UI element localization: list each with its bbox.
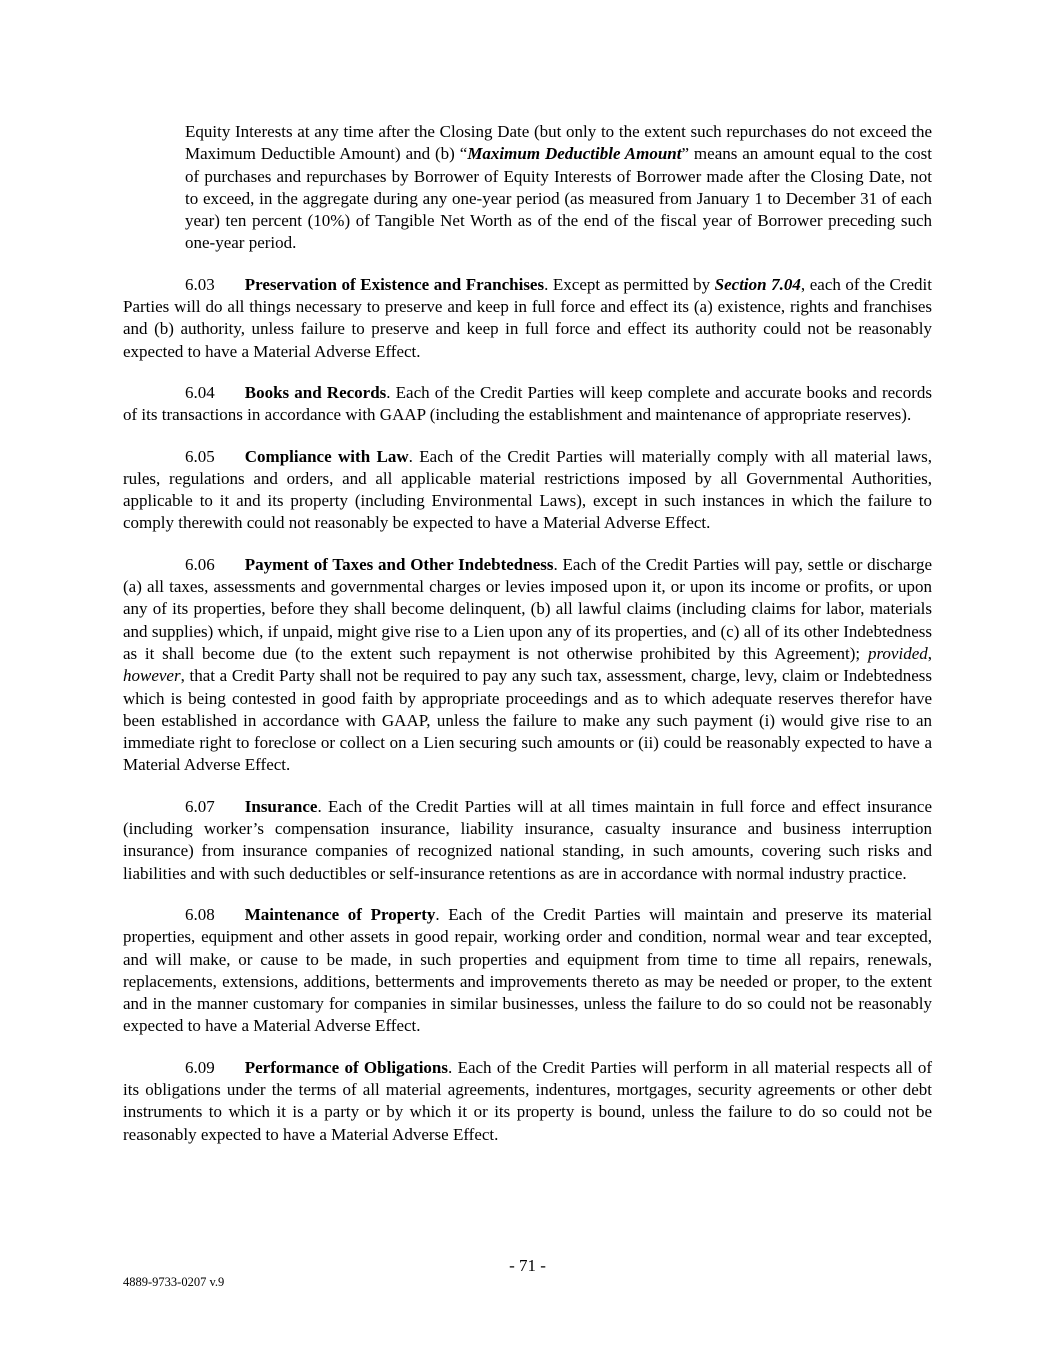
text-run: ” means an amount equal to the cost of purchases and repurchases by Borrower of Equity Interests of Borrower made after the Closing Date, not to exceed, in the aggregate during any one-year period (as measured from January 1 to December 31 of each year) ten percent (10%) of Tangible Net Worth as of the end of the fiscal year of Borrower preceding such one-year period. xyxy=(185,144,933,253)
paragraph xyxy=(123,382,932,427)
section-heading-run: Compliance with Law xyxy=(244,446,409,466)
footer-document-id: 4889-9733-0207 v.9 xyxy=(123,1275,225,1289)
italic-run: however xyxy=(123,666,181,686)
text-run: , xyxy=(927,643,932,663)
text-run: . Each of the Credit Parties will perform in all material respects all of its obligations under the terms of all material agreements, indentures, mortgages, security agreements or other debt instruments to which it is a party or by which it or its property is bound, unless the failure to do so could not be reasonably expected to have a Material Adverse Effect. xyxy=(123,1057,932,1144)
text-run: . Each of the Credit Parties will keep complete and accurate books and records of its transactions in accordance with GAAP (including the establishment and maintenance of appropriate reserves). xyxy=(123,382,932,425)
section-heading-run: Payment of Taxes and Other Indebtedness xyxy=(244,554,554,574)
bold-italic-run: Section 7.04 xyxy=(714,274,801,294)
section-heading-run: Maintenance of Property xyxy=(244,904,436,924)
text-run: 6.04 xyxy=(185,382,215,402)
text-run: Equity Interests at any time after the Closing Date (but only to the extent such repurchases do not exceed the Maximum Deductible Amount) and (b) “ xyxy=(185,122,932,164)
paragraph xyxy=(123,1057,932,1146)
page-number: - 71 - xyxy=(509,1256,546,1275)
text-run: 6.08 xyxy=(185,904,215,924)
paragraph xyxy=(185,121,932,255)
section-heading-run: Performance of Obligations xyxy=(244,1057,449,1077)
paragraph xyxy=(123,274,932,363)
section-heading-run: Preservation of Existence and Franchises xyxy=(244,274,545,294)
text-run: 6.05 xyxy=(185,446,215,466)
section-heading-run: Books and Records xyxy=(244,382,387,402)
text-run: . Each of the Credit Parties will materially comply with all material laws, rules, regulations and orders, and all applicable material restrictions imposed by all Governmental Authorities, applicable to it and its property (including Environmental Laws), except in such instances in which the failure to comply therewith could not reasonably be expected to have a Material Adverse Effect. xyxy=(123,446,932,533)
text-run: 6.03 xyxy=(185,274,215,294)
text-run: . Each of the Credit Parties will at all times maintain in full force and effect insurance (including worker’s compensation insurance, liability insurance, casualty insurance and business interruption insurance) from insurance companies of recognized national standing, in such amounts, covering such risks and liabilities and with such deductibles or self-insurance retentions as are in accordance with normal industry practice. xyxy=(123,796,932,883)
paragraph xyxy=(123,554,932,777)
text-run: . Each of the Credit Parties will pay, settle or discharge (a) all taxes, assessments and governmental charges or levies imposed upon it, or upon its income or profits, or upon any of its properties, before they shall become delinquent, (b) all lawful claims (including claims for labor, materials and supplies) which, if unpaid, might give rise to a Lien upon any of its properties, and (c) all of its other Indebtedness as it shall become due (to the extent such repayment is not otherwise prohibited by this Agreement); xyxy=(123,554,933,663)
text-run: . Except as permitted by xyxy=(544,274,715,294)
text-run: 6.06 xyxy=(185,554,215,574)
paragraph xyxy=(123,796,932,885)
italic-run: provided xyxy=(867,643,928,663)
text-run: , that a Credit Party shall not be required to pay any such tax, assessment, charge, levy, claim or Indebtedness which is being contested in good faith by appropriate proceedings and as to which adequate reserves therefor have been established in accordance with GAAP, unless the failure to make any such payment (i) would give rise to an immediate right to foreclose or collect on a Lien securing such amounts or (ii) could be reasonably expected to have a Material Adverse Effect. xyxy=(123,666,932,775)
text-run: 6.07 xyxy=(185,796,215,816)
section-heading-run: Insurance xyxy=(244,796,318,816)
paragraph xyxy=(123,446,932,535)
bold-italic-run: Maximum Deductible Amount xyxy=(467,144,682,164)
paragraph xyxy=(123,904,932,1038)
text-run: . Each of the Credit Parties will maintain and preserve its material properties, equipment and other assets in good repair, working order and condition, normal wear and tear excepted, and will make, or cause to be made, in such properties and equipment from time to time all repairs, renewals, replacements, extensions, additions, betterments and improvements thereto as may be needed or proper, to the extent and in the manner customary for companies in similar businesses, unless the failure to do so could not be reasonably expected to have a Material Adverse Effect. xyxy=(123,904,932,1036)
text-run: , each of the Credit Parties will do all things necessary to preserve and keep in full force and effect its (a) existence, rights and franchises and (b) authority, unless failure to preserve and keep in full force and effect its authority could not be reasonably expected to have a Material Adverse Effect. xyxy=(123,274,932,361)
document-body xyxy=(123,121,932,1165)
text-run: 6.09 xyxy=(185,1057,215,1077)
